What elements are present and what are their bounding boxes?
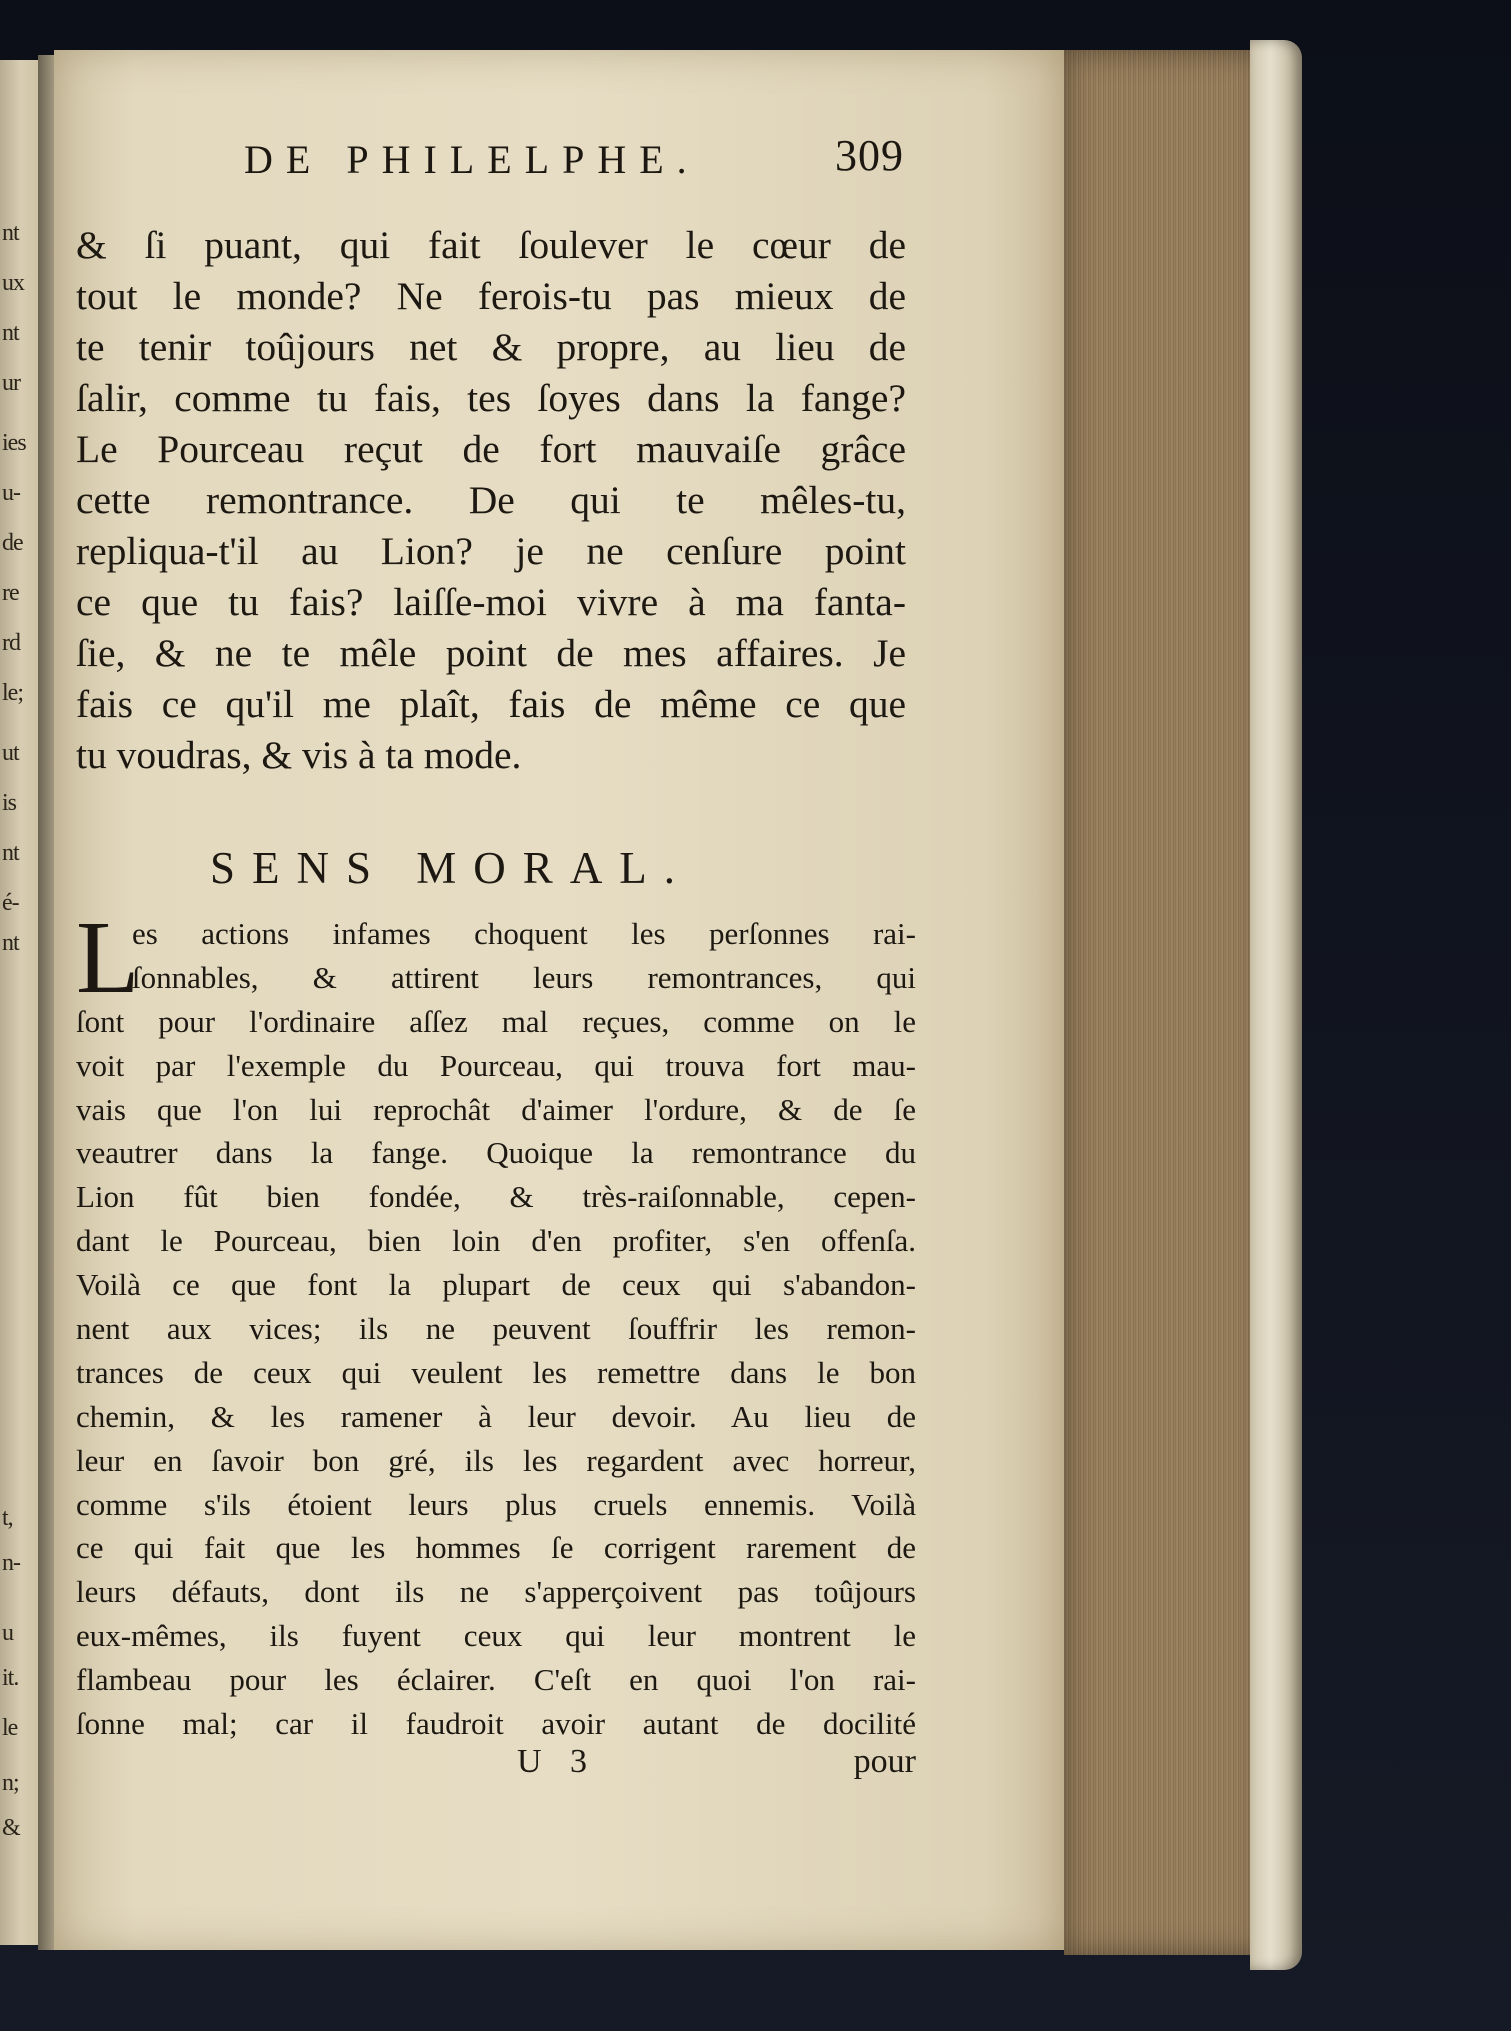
text-line: ſont pour l'ordinaire aſſez mal reçues, comme on le: [76, 1003, 916, 1039]
text-line: Voilà ce que font la plupart de ceux qui s'abandon-: [76, 1267, 916, 1303]
text-line: dant le Pourceau, bien loin d'en profiter, s'en offenſa.: [76, 1223, 916, 1259]
book-cover-edge: [1250, 40, 1302, 1970]
left-page-fragment: &: [2, 1815, 20, 1841]
catchword: pour: [853, 1743, 916, 1780]
signature-mark: U 3: [517, 1743, 598, 1780]
text-line: ce que tu fais? laiſſe-moi vivre à ma fanta-: [76, 580, 906, 624]
left-page-fragment: n-: [2, 1550, 20, 1576]
text-line: vais que l'on lui reprochât d'aimer l'ordure, & de ſe: [76, 1091, 916, 1127]
left-page-fragment: ur: [2, 370, 20, 396]
text-line: ſonne mal; car il faudroit avoir autant de docilité: [76, 1706, 916, 1742]
left-page-fragment: le: [2, 1715, 18, 1741]
running-head: [244, 130, 904, 190]
text-line: repliqua-t'il au Lion? je ne cenſure point: [76, 529, 906, 573]
page-fore-edge: [1064, 50, 1264, 1955]
left-page-fragment: nt: [2, 220, 19, 246]
left-page-fragment: de: [2, 530, 23, 556]
running-head-title: DE PHILELPHE.: [244, 137, 700, 182]
fable-text: [76, 220, 906, 781]
text-line: fais ce qu'il me plaît, fais de même ce que: [76, 682, 906, 726]
left-page-fragment: u: [2, 1620, 13, 1646]
text-line: ſonnables, & attirent leurs remontrances, qui: [132, 959, 916, 995]
left-page-fragment: ux: [2, 270, 24, 296]
left-page-fragment: ut: [2, 740, 19, 766]
left-page-fragment: nt: [2, 320, 19, 346]
moral-text: [76, 900, 916, 1746]
left-page-fragment: n;: [2, 1770, 19, 1796]
drop-cap: L: [76, 900, 140, 1015]
left-page-fragment: rd: [2, 630, 20, 656]
text-line: cette remontrance. De qui te mêles-tu,: [76, 478, 906, 522]
text-line: comme s'ils étoient leurs plus cruels ennemis. Voilà: [76, 1486, 916, 1522]
text-line: tout le monde? Ne ferois-tu pas mieux de: [76, 274, 906, 318]
text-line: Le Pourceau reçut de fort mauvaiſe grâce: [76, 427, 906, 471]
left-page-fragment: re: [2, 580, 19, 606]
text-line: Lion fût bien fondée, & très-raiſonnable, cepen-: [76, 1179, 916, 1215]
left-page-fragment: is: [2, 790, 17, 816]
text-line: ſalir, comme tu fais, tes ſoyes dans la fange?: [76, 376, 906, 420]
left-page-fragment: nt: [2, 840, 19, 866]
text-line: & ſi puant, qui fait ſoulever le cœur de: [76, 223, 906, 267]
text-line: veautrer dans la fange. Quoique la remontrance du: [76, 1135, 916, 1171]
text-line: trances de ceux qui veulent les remettre dans le bon: [76, 1354, 916, 1390]
text-line: voit par l'exemple du Pourceau, qui trouva fort mau-: [76, 1047, 916, 1083]
text-line: te tenir toûjours net & propre, au lieu de: [76, 325, 906, 369]
text-line: ce qui fait que les hommes ſe corrigent rarement de: [76, 1530, 916, 1566]
text-line: chemin, & les ramener à leur devoir. Au lieu de: [76, 1398, 916, 1434]
previous-page-edge: [0, 60, 40, 1945]
text-line: leur en ſavoir bon gré, ils les regardent avec horreur,: [76, 1442, 916, 1478]
left-page-fragment: u-: [2, 480, 20, 506]
left-page-fragment: it.: [2, 1665, 19, 1691]
text-line: eux-mêmes, ils fuyent ceux qui leur montrent le: [76, 1618, 916, 1654]
page-number: 309: [835, 131, 904, 180]
left-page-fragment: le;: [2, 680, 23, 706]
text-line: es actions infames choquent les perſonnes rai-: [132, 916, 916, 951]
text-line: nent aux vices; ils ne peuvent ſouffrir les remon-: [76, 1311, 916, 1347]
page-footer: [76, 1743, 916, 1793]
text-line: flambeau pour les éclairer. C'eſt en quoi l'on rai-: [76, 1662, 916, 1698]
text-line: leurs défauts, dont ils ne s'apperçoivent pas toûjours: [76, 1574, 916, 1610]
left-page-fragment: nt: [2, 930, 19, 956]
left-page-fragment: t,: [2, 1505, 13, 1531]
section-title: SENS MORAL.: [210, 843, 693, 893]
text-line: tu voudras, & vis à ta mode.: [76, 733, 522, 777]
left-page-fragment: é-: [2, 890, 19, 916]
text-line: ſie, & ne te mêle point de mes affaires. Je: [76, 631, 906, 675]
left-page-fragment: ies: [2, 430, 26, 456]
